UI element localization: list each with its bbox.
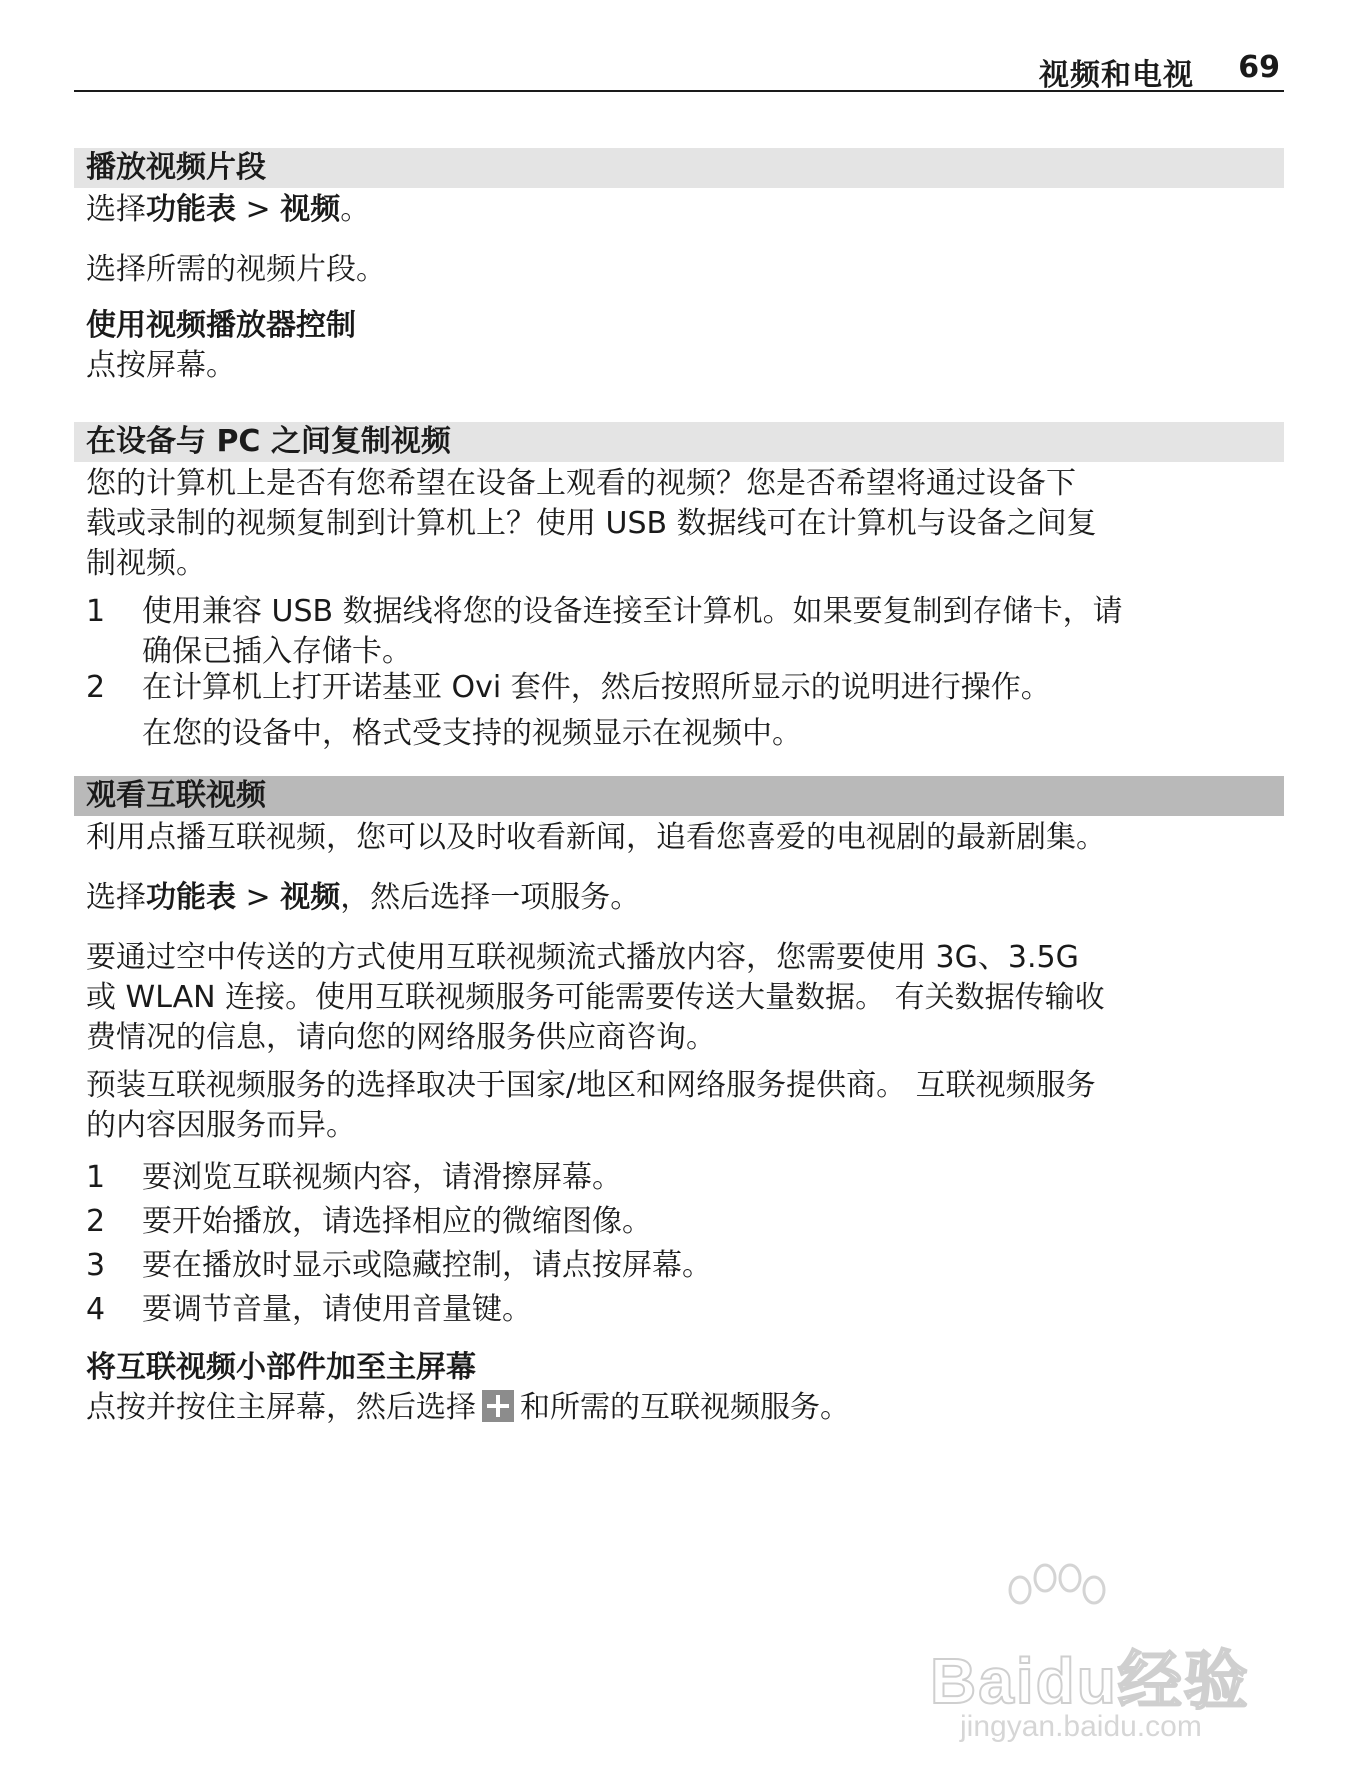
list-number: 2 — [86, 1204, 106, 1239]
paragraph-copy-intro — [86, 464, 1282, 584]
text-prefix: 选择 — [86, 880, 146, 915]
separator: > — [236, 192, 281, 227]
text-suffix: 和所需的互联视频服务。 — [520, 1390, 850, 1425]
paragraph-line: 的内容因服务而异。 — [86, 1108, 356, 1143]
text-prefix: 选择 — [86, 192, 146, 227]
paragraph-preinstalled — [86, 1066, 1282, 1146]
paragraph-select-menu — [86, 190, 1282, 230]
paragraph-add-widget — [86, 1388, 1282, 1428]
section-heading-internet-video: 观看互联视频 — [74, 776, 1284, 816]
text-prefix: 点按并按住主屏幕，然后选择 — [86, 1390, 476, 1425]
paragraph-on-demand: 利用点播互联视频，您可以及时收看新闻，追看您喜爱的电视剧的最新剧集。 — [86, 820, 1106, 855]
page-number: 69 — [1238, 50, 1280, 85]
list-text: 要在播放时显示或隐藏控制，请点按屏幕。 — [142, 1248, 712, 1283]
paragraph-line: 要通过空中传送的方式使用互联视频流式播放内容，您需要使用 3G、3.5G — [86, 940, 1079, 975]
plus-icon — [482, 1390, 514, 1422]
paragraph-line: 您的计算机上是否有您希望在设备上观看的视频？您是否希望将通过设备下 — [86, 466, 1076, 501]
list-line: 使用兼容 USB 数据线将您的设备连接至计算机。如果要复制到存储卡，请 — [142, 594, 1123, 629]
text-suffix: ，然后选择一项服务。 — [340, 880, 641, 915]
list-number: 2 — [86, 670, 106, 705]
list-number: 3 — [86, 1248, 106, 1283]
text-suffix: 。 — [340, 192, 371, 227]
video-term: 视频 — [280, 880, 341, 915]
section-heading-play-clips: 播放视频片段 — [74, 148, 1284, 188]
paragraph-line: 费情况的信息，请向您的网络服务供应商咨询。 — [86, 1020, 716, 1055]
baidu-watermark — [930, 1560, 1290, 1760]
list-number: 4 — [86, 1292, 106, 1327]
list-line: 确保已插入存储卡。 — [142, 634, 412, 669]
paragraph-streaming — [86, 938, 1282, 1058]
list-number: 1 — [86, 594, 106, 629]
paragraph-tap-screen: 点按屏幕。 — [86, 348, 236, 383]
page-header — [74, 42, 1284, 92]
video-term: 视频 — [280, 192, 341, 227]
paragraph-select-clip: 选择所需的视频片段。 — [86, 252, 386, 287]
paragraph-select-service — [86, 878, 1282, 918]
paragraph-line: 载或录制的视频复制到计算机上？使用 USB 数据线可在计算机与设备之间复 — [86, 506, 1097, 541]
list-line: 在您的设备中，格式受支持的视频显示在视频中。 — [142, 716, 802, 751]
watermark-url: jingyan.baidu.com — [960, 1710, 1202, 1743]
list-number: 1 — [86, 1160, 106, 1195]
list-text — [142, 592, 1282, 672]
separator: > — [236, 880, 281, 915]
list-text: 要调节音量，请使用音量键。 — [142, 1292, 532, 1327]
subheading-player-controls: 使用视频播放器控制 — [86, 308, 356, 343]
chapter-title: 视频和电视 — [1039, 58, 1194, 93]
paragraph-line: 或 WLAN 连接。使用互联视频服务可能需要传送大量数据。 有关数据传输收 — [86, 980, 1105, 1015]
watermark-logo: Baidu经验 — [930, 1645, 1250, 1717]
section-heading-copy-videos: 在设备与 PC 之间复制视频 — [74, 422, 1284, 462]
subheading-add-widget: 将互联视频小部件加至主屏幕 — [86, 1350, 476, 1385]
menu-term: 功能表 — [146, 192, 236, 227]
list-text — [142, 668, 1282, 754]
list-text: 要浏览互联视频内容，请滑擦屏幕。 — [142, 1160, 622, 1195]
list-line: 在计算机上打开诺基亚 Ovi 套件，然后按照所显示的说明进行操作。 — [142, 670, 1051, 705]
paw-icon — [990, 1560, 1110, 1640]
menu-term: 功能表 — [146, 880, 236, 915]
paragraph-line: 预装互联视频服务的选择取决于国家/地区和网络服务提供商。 互联视频服务 — [86, 1068, 1096, 1103]
list-text: 要开始播放，请选择相应的微缩图像。 — [142, 1204, 652, 1239]
paragraph-line: 制视频。 — [86, 546, 206, 581]
